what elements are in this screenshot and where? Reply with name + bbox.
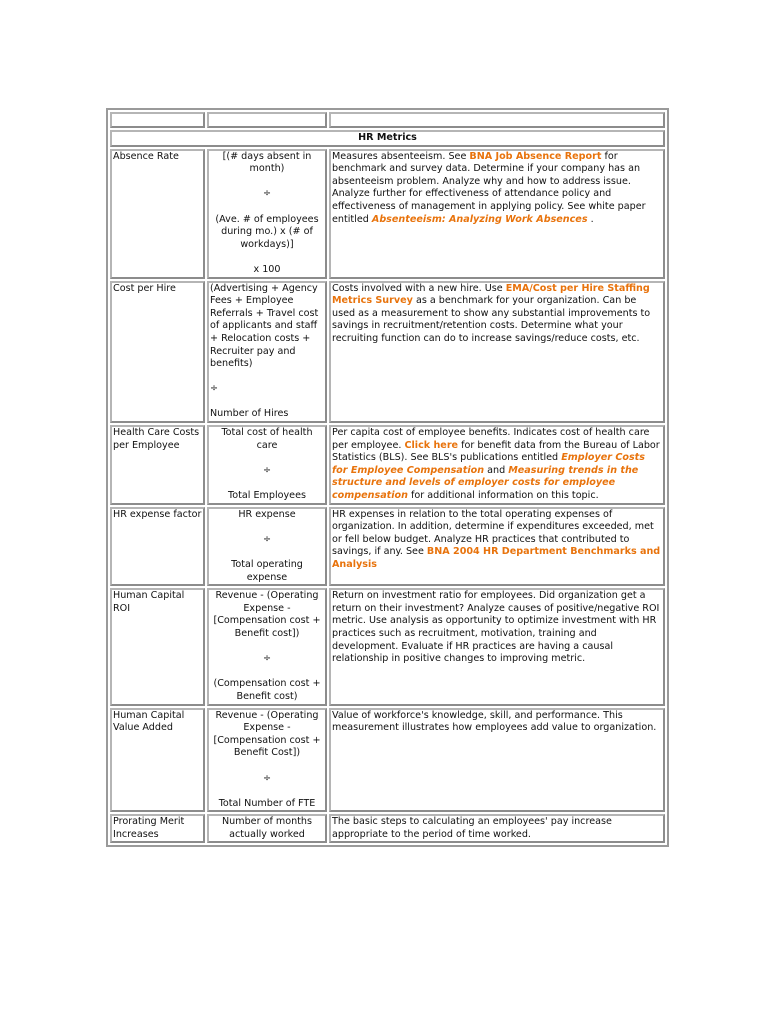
formula-denominator: Total Number of FTE	[218, 797, 316, 809]
table-row	[110, 708, 665, 813]
description-text: for additional information on this topic.	[407, 490, 599, 502]
table-row	[110, 588, 665, 705]
formula-numerator: Total cost of health care	[221, 427, 313, 451]
absenteeism-white-paper-link[interactable]: Absenteeism: Analyzing Work Absences	[371, 213, 588, 225]
description-text: and	[484, 464, 509, 476]
description-text: Return on investment ratio for employees. Did organization get a return on their investment? Analyze causes of positive/negative ROI metric. Use analysis as opportunity to optimize investment with HR practices such as recruitment, motivation, training and development. Evaluate if HR practices are having a causal relationship in positive changes to improving metric.	[332, 590, 660, 665]
description-text: HR expenses in relation to the total operating expenses of organization. In addition, determine if expenditures exceeded, met or fell below budget. Analyze HR practices that contributed to savings, if any. See	[332, 508, 654, 558]
divide-symbol: ÷	[262, 533, 272, 545]
title-row	[110, 130, 665, 147]
empty-cell	[207, 112, 327, 128]
description-cell	[329, 281, 665, 424]
formula-denominator: (Ave. # of employees during mo.) x (# of workdays)]	[215, 213, 319, 250]
formula-factor: x 100	[253, 263, 281, 275]
description-text: Costs involved with a new hire. Use	[332, 282, 506, 294]
description-cell	[329, 507, 665, 587]
formula-denominator: Total Employees	[228, 490, 306, 502]
formula-cell	[207, 814, 327, 843]
divide-symbol: ÷	[262, 653, 272, 665]
description-text: Value of workforce's knowledge, skill, and performance. This measurement illustrates how employees add value to organization.	[332, 709, 657, 734]
formula-numerator: Revenue - (Operating Expense - [Compensation cost + Benefit cost])	[213, 590, 321, 639]
formula-denominator: Total operating expense	[231, 559, 303, 583]
formula-denominator: (Compensation cost + Benefit cost)	[213, 678, 321, 702]
description-text: for benchmark and survey data. Determine if your company has an absenteeism problem. Analyze why and how to address issue. Analyze further for effectiveness of attendance policy and effectiveness of management in applying policy. See white paper entitled	[332, 150, 646, 225]
description-text: for benefit data from the Bureau of Labor Statistics (BLS). See BLS's publications entitled	[332, 439, 660, 464]
employer-costs-link[interactable]: Employer Costs for Employee Compensation	[332, 452, 645, 476]
table-title: HR Metrics	[110, 130, 665, 147]
description-text: .	[587, 213, 594, 225]
description-text: Per capita cost of employee benefits. Indicates cost of health care per employee.	[332, 427, 650, 451]
table-row	[110, 281, 665, 424]
table-row	[110, 425, 665, 505]
formula-cell	[207, 281, 327, 424]
bls-click-here-link[interactable]: Click here	[404, 439, 459, 451]
description-text: as a benchmark for your organization. Can be used as a measurement to show any substantial improvements to savings in recruitment/retention costs. Determine what your recruiting function can do to increase savings/reduce costs, etc.	[332, 295, 651, 344]
formula-numerator: Number of months actually worked	[221, 816, 313, 840]
formula-cell	[207, 588, 327, 705]
formula-numerator: HR expense	[238, 508, 296, 520]
metric-name: Prorating Merit Increases	[110, 814, 205, 843]
metric-name: Absence Rate	[110, 149, 205, 279]
formula-numerator: (Advertising + Agency Fees + Employee Referrals + Travel cost of applicants and staff + Relocation costs + Recruiter pay and benefits)	[210, 282, 319, 370]
table-row	[110, 814, 665, 843]
empty-cell	[329, 112, 665, 128]
table-row	[110, 149, 665, 279]
metric-name: Human Capital ROI	[110, 588, 205, 705]
empty-cell	[110, 112, 205, 128]
metric-name: HR expense factor	[110, 507, 205, 587]
divide-symbol: ÷	[210, 383, 219, 395]
document-page	[106, 108, 665, 847]
divide-symbol: ÷	[262, 188, 272, 200]
table-row	[110, 507, 665, 587]
description-cell	[329, 149, 665, 279]
description-text: The basic steps to calculating an employees' pay increase appropriate to the period of time worked.	[332, 816, 612, 840]
metric-name: Human Capital Value Added	[110, 708, 205, 813]
formula-denominator: Number of Hires	[210, 408, 289, 420]
metric-name: Health Care Costs per Employee	[110, 425, 205, 505]
bna-hr-benchmarks-link[interactable]: BNA 2004 HR Department Benchmarks and Analysis	[332, 546, 661, 570]
description-cell	[329, 708, 665, 813]
formula-cell	[207, 507, 327, 587]
formula-cell	[207, 149, 327, 279]
description-cell	[329, 588, 665, 705]
formula-numerator: [(# days absent in month)	[222, 150, 312, 175]
divide-symbol: ÷	[262, 464, 272, 476]
formula-numerator: Revenue - (Operating Expense - [Compensation cost + Benefit Cost])	[213, 709, 321, 759]
description-cell	[329, 814, 665, 843]
metric-name: Cost per Hire	[110, 281, 205, 424]
description-cell	[329, 425, 665, 505]
measuring-trends-link[interactable]: Measuring trends in the structure and levels of employer costs for employee compensation	[332, 464, 639, 502]
hr-metrics-table	[106, 108, 669, 847]
description-text: Measures absenteeism. See	[332, 150, 470, 162]
empty-header-row	[110, 112, 665, 128]
formula-cell	[207, 425, 327, 505]
formula-cell	[207, 708, 327, 813]
ema-cost-per-hire-survey-link[interactable]: EMA/Cost per Hire Staffing Metrics Survey	[332, 282, 650, 307]
divide-symbol: ÷	[262, 772, 272, 784]
bna-job-absence-report-link[interactable]: BNA Job Absence Report	[469, 150, 602, 162]
